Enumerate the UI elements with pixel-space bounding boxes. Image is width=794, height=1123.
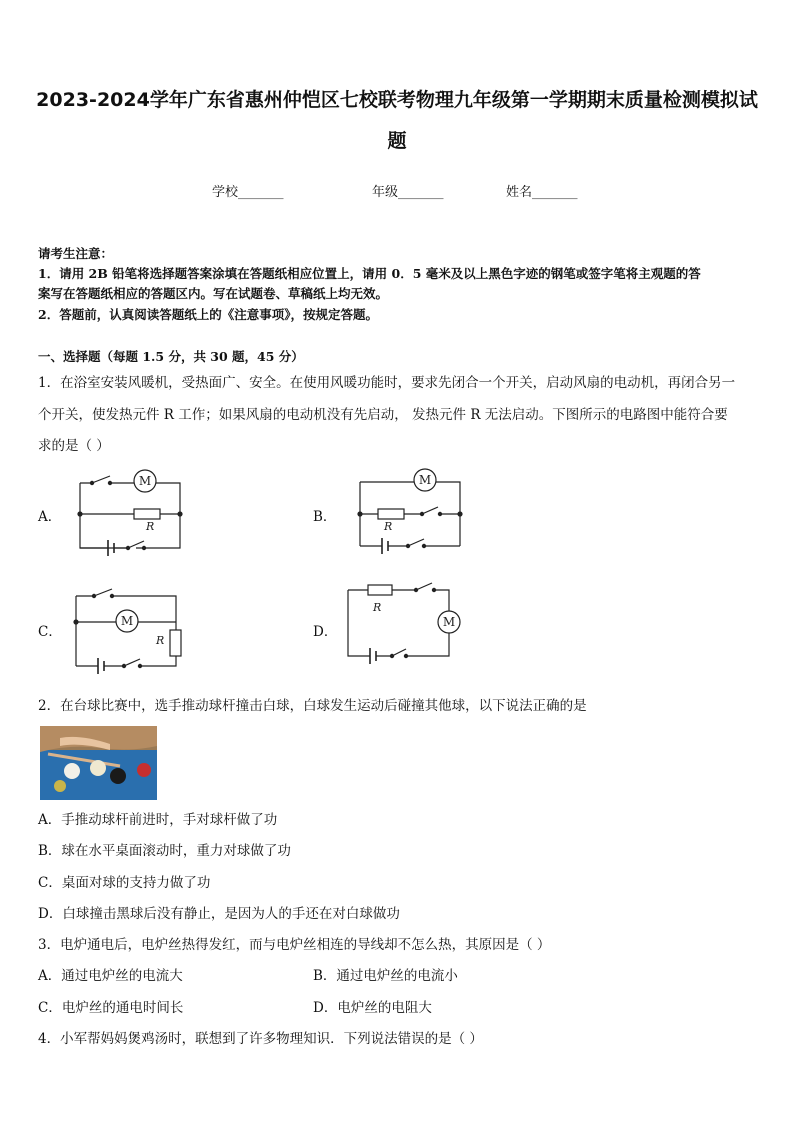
school-field: 学校_______ xyxy=(212,185,284,200)
question-3-text: 3．电炉通电后，电炉丝热得发红，而与电炉丝相连的导线却不怎么热，其原因是（ ） xyxy=(38,937,551,953)
q3-option-d: D．电炉丝的电阻大 xyxy=(313,1000,432,1016)
circuit-diagram-d xyxy=(340,578,466,670)
q1-option-b-label: B． xyxy=(313,509,337,525)
resistor-label-a: R xyxy=(146,520,155,533)
question-1-text-cont: 个开关，使发热元件 R 工作；如果风扇的电动机没有先启动， 发热元件 R 无法启动。下图所示的电路图中能符合要 xyxy=(38,407,728,423)
q2-option-b: B．球在水平桌面滚动时，重力对球做了功 xyxy=(38,843,291,859)
q2-option-d: D．白球撞击黑球后没有静止，是因为人的手还在对白球做功 xyxy=(38,906,400,922)
motor-label-d: M xyxy=(442,615,456,629)
resistor-label-d: R xyxy=(373,601,382,614)
question-2-text: 2．在台球比赛中，选手推动球杆撞击白球，白球发生运动后碰撞其他球，以下说法正确的是 xyxy=(38,698,587,714)
page-title-continued: 题 xyxy=(387,130,407,152)
q3-option-c: C．电炉丝的通电时间长 xyxy=(38,1000,184,1016)
notice-item-1: 1．请用 2B 铅笔将选择题答案涂填在答题纸相应位置上，请用 0．5 毫米及以上黑色字迹的钢笔或签字笔将主观题的答 xyxy=(38,266,701,281)
circuit-diagram-a xyxy=(70,464,190,558)
billiards-photo xyxy=(40,726,157,800)
motor-label-c: M xyxy=(120,614,134,628)
q1-option-d-label: D． xyxy=(313,624,338,640)
name-field: 姓名_______ xyxy=(506,185,578,200)
question-1-text: 1．在浴室安装风暖机，受热面广、安全。在使用风暖功能时，要求先闭合一个开关，启动风扇的电动机，再闭合另一 xyxy=(38,375,736,391)
q1-option-a-label: A． xyxy=(38,509,62,525)
section-heading: 一、选择题（每题 1.5 分，共 30 题，45 分） xyxy=(38,349,304,364)
q3-option-b: B．通过电炉丝的电流小 xyxy=(313,968,458,984)
notice-item-1-cont: 案写在答题纸相应的答题区内。写在试题卷、草稿纸上均无效。 xyxy=(38,286,389,301)
q3-option-a: A．通过电炉丝的电流大 xyxy=(38,968,183,984)
notice-heading: 请考生注意： xyxy=(38,246,114,261)
grade-field: 年级_______ xyxy=(372,185,444,200)
motor-label-a: M xyxy=(138,474,152,488)
notice-item-2: 2．答题前，认真阅读答题纸上的《注意事项》，按规定答题。 xyxy=(38,307,378,322)
q2-option-c: C．桌面对球的支持力做了功 xyxy=(38,875,211,891)
q1-option-c-label: C． xyxy=(38,624,62,640)
motor-label-b: M xyxy=(418,473,432,487)
resistor-label-c: R xyxy=(156,634,165,647)
resistor-label-b: R xyxy=(384,520,393,533)
circuit-diagram-b xyxy=(350,466,470,560)
question-1-text-end: 求的是（ ） xyxy=(38,438,110,454)
page-title: 2023-2024学年广东省惠州仲恺区七校联考物理九年级第一学期期末质量检测模拟试 xyxy=(36,89,758,111)
q2-option-a: A．手推动球杆前进时，手对球杆做了功 xyxy=(38,812,278,828)
question-4-text: 4．小军帮妈妈煲鸡汤时，联想到了许多物理知识．下列说法错误的是（ ） xyxy=(38,1031,483,1047)
circuit-diagram-c xyxy=(66,580,192,676)
